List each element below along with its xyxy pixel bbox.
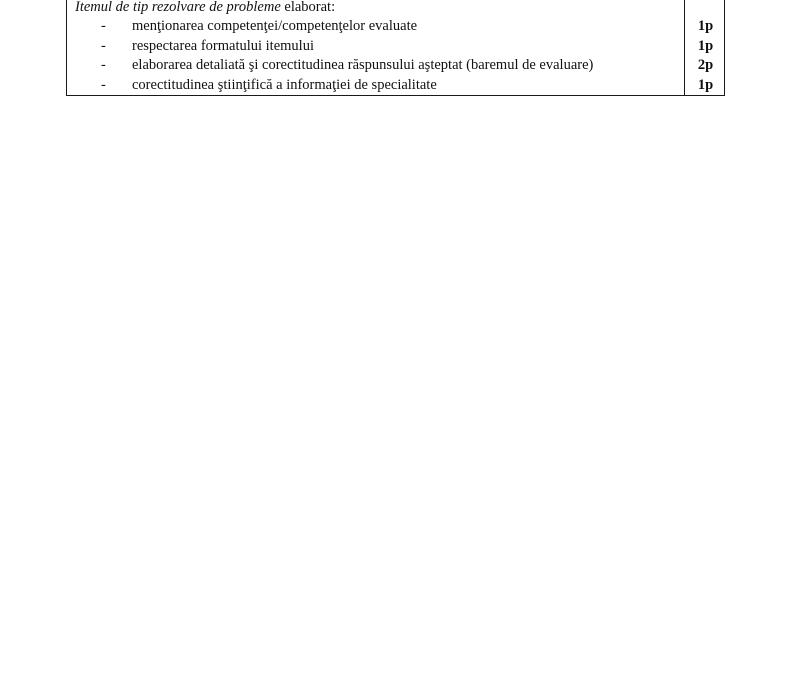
criterion-text: respectarea formatului itemului <box>132 37 314 54</box>
criterion-points: 1p <box>697 18 714 34</box>
criterion-item <box>75 76 684 96</box>
criterion-text: corectitudinea ştiinţifică a informaţiei de specialitate <box>132 76 437 93</box>
item-title-italic: Itemul de tip rezolvare de probleme <box>75 0 281 15</box>
criterion-item <box>75 17 684 37</box>
list-dash: - <box>101 18 106 34</box>
list-dash: - <box>101 37 106 54</box>
item-title-plain: elaborat: <box>280 0 336 15</box>
table-row <box>67 0 725 96</box>
list-dash: - <box>101 57 106 73</box>
points-cell <box>685 0 725 96</box>
evaluation-criteria-table <box>66 0 725 96</box>
points-spacer <box>685 0 724 17</box>
criterion-text: elaborarea detaliată şi corectitudinea răspunsului aşteptat (baremul de evaluare) <box>132 57 594 73</box>
criteria-cell <box>67 0 685 96</box>
list-dash: - <box>101 76 106 93</box>
criterion-points: 2p <box>697 57 714 73</box>
criterion-points: 1p <box>697 37 714 54</box>
criterion-item <box>75 56 684 76</box>
item-title <box>75 0 684 17</box>
criterion-text: menţionarea competenţei/competenţelor evaluate <box>132 18 418 34</box>
criterion-points: 1p <box>697 76 714 93</box>
criterion-item <box>75 37 684 57</box>
